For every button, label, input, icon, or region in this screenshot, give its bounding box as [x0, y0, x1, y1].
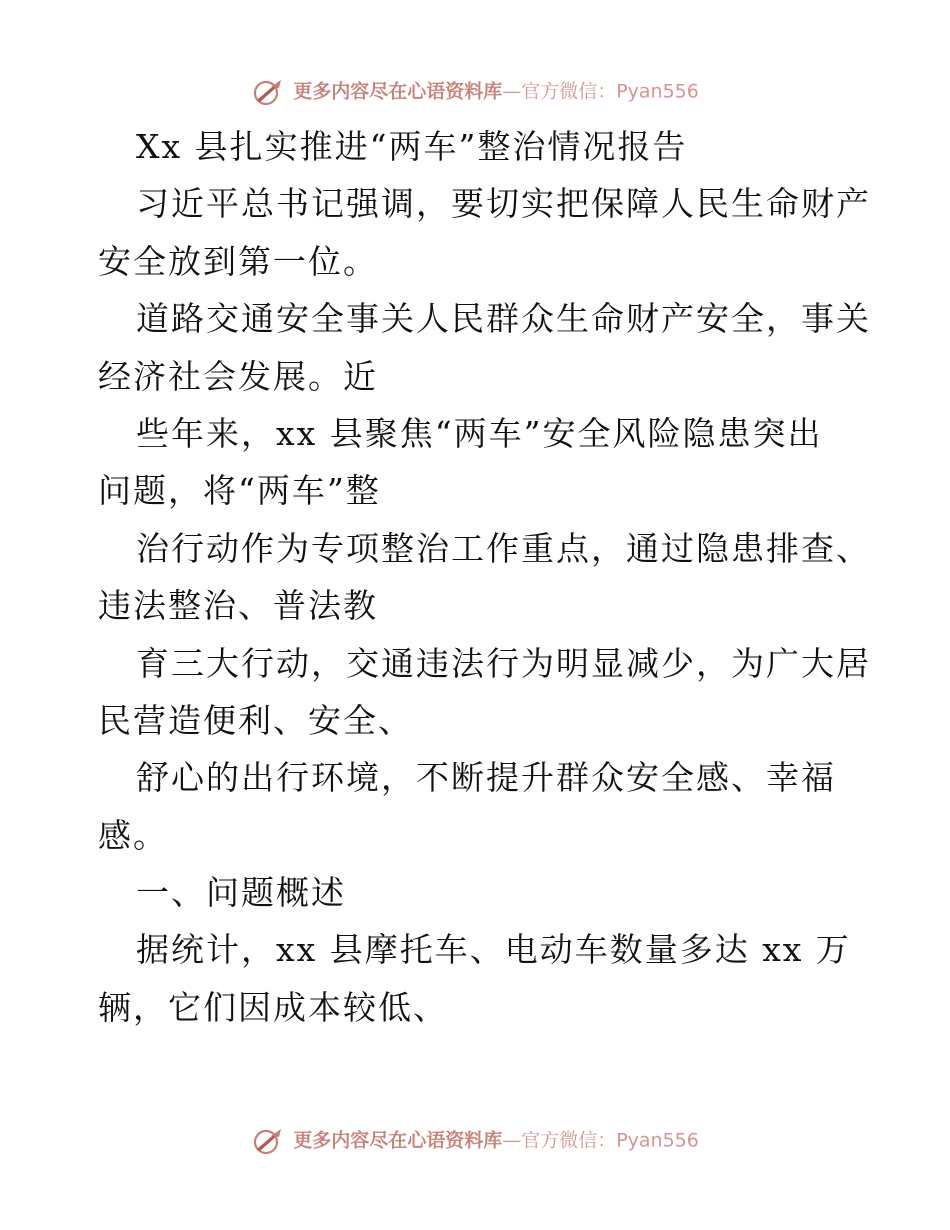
paragraph-line: 些年来，xx 县聚焦“两车”安全风险隐患突出: [136, 413, 823, 453]
watermark-separator: —: [502, 1129, 522, 1152]
header-watermark: [0, 77, 950, 106]
paragraph-line: 民营造便利、安全、: [98, 700, 413, 740]
paragraph-line: 育三大行动，交通违法行为明显减少，为广大居: [136, 643, 871, 683]
paragraph-line: 违法整治、普法教: [98, 586, 378, 626]
quill-circle-icon: [251, 1127, 285, 1155]
document-title: Xx 县扎实推进“两车”整治情况报告: [136, 127, 688, 166]
paragraph-line: 安全放到第一位。: [98, 241, 378, 281]
paragraph-line: 习近平总书记强调，要切实把保障人民生命财产: [136, 184, 871, 224]
paragraph-line: 道路交通安全事关人民群众生命财产安全，事关: [136, 299, 871, 339]
paragraph-line: 经济社会发展。近: [98, 356, 378, 396]
paragraph-line: 问题，将“两车”整: [98, 471, 381, 511]
paragraph-line: 辆，它们因成本较低、: [98, 987, 448, 1027]
watermark-text: 更多内容尽在心语资料库: [293, 80, 503, 103]
quill-circle-icon: [251, 78, 285, 106]
paragraph-line: 舒心的出行环境，不断提升群众安全感、幸福: [136, 758, 836, 798]
watermark-contact: 官方微信：Pyan556: [521, 80, 699, 103]
document-body: [98, 118, 871, 1036]
watermark-text: 更多内容尽在心语资料库: [293, 1129, 503, 1152]
paragraph-line: 治行动作为专项整治工作重点，通过隐患排查、: [136, 528, 871, 568]
paragraph-line: 据统计，xx 县摩托车、电动车数量多达 xx 万: [136, 930, 851, 970]
paragraph-line: 感。: [98, 815, 168, 855]
section-heading: 一、问题概述: [136, 873, 346, 913]
watermark-separator: —: [502, 80, 522, 103]
footer-watermark: [0, 1126, 950, 1155]
watermark-contact: 官方微信：Pyan556: [521, 1129, 699, 1152]
